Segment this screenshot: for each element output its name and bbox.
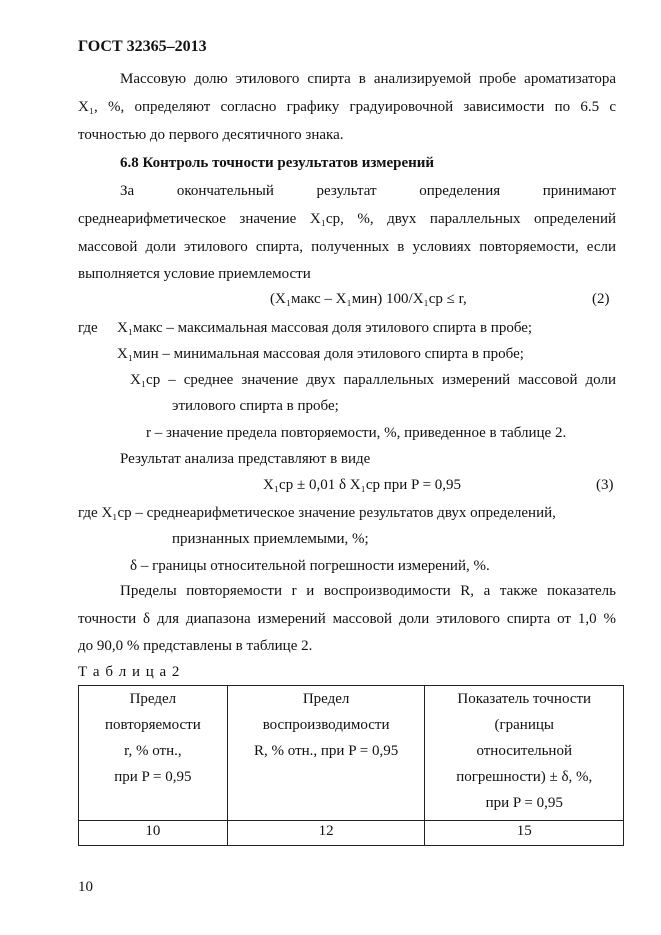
table-cell-accuracy: 15 <box>425 821 624 846</box>
document-header: ГОСТ 32365–2013 <box>78 38 207 55</box>
paragraph-2-line-2: среднеарифметическое значение X₁ср, %, двух параллельных определений <box>78 211 616 227</box>
paragraph-1-line-1: Массовую долю этилового спирта в анализируемой пробе ароматизатора <box>120 71 616 87</box>
table-header-repeatability <box>79 686 228 821</box>
result-intro: Результат анализа представляют в виде <box>120 451 371 467</box>
header-line: воспроизводимости <box>262 717 390 733</box>
paragraph-2-line-4: выполняется условие приемлемости <box>78 266 311 282</box>
header-line: при P = 0,95 <box>114 769 192 785</box>
header-line: r, % отн., <box>124 743 182 759</box>
table-cell-reproducibility: 12 <box>227 821 425 846</box>
header-line: повторяемости <box>105 717 201 733</box>
formula-2: (X₁макс – X₁мин) 100/X₁ср ≤ r, <box>270 291 467 307</box>
header-line: погрешности) ± δ, %, <box>456 769 593 785</box>
where-label: где <box>78 320 98 336</box>
formula-3-number: (3) <box>596 477 614 493</box>
header-line: Показатель точности <box>457 691 592 707</box>
page-number: 10 <box>78 879 93 895</box>
paragraph-1-line-3: точностью до первого десятичного знака. <box>78 127 344 143</box>
header-line: Предел <box>129 691 177 707</box>
formula-3: X₁ср ± 0,01 δ X₁ср при P = 0,95 <box>263 477 462 493</box>
paragraph-1-line-2: X₁, %, определяют согласно графику градуировочной зависимости по 6.5 с <box>78 99 616 115</box>
table-header-accuracy <box>425 686 624 821</box>
paragraph-3-line-3: до 90,0 % представлены в таблице 2. <box>78 638 313 654</box>
table-header-row <box>79 686 624 821</box>
header-line: при P = 0,95 <box>485 795 563 811</box>
table-row <box>79 821 624 846</box>
where-1-line-4: этилового спирта в пробе; <box>172 398 339 414</box>
header-line: относительной <box>476 743 572 759</box>
section-title: 6.8 Контроль точности результатов измерений <box>120 155 435 171</box>
paragraph-3-line-2: точности δ для диапазона измерений массовой доли этилового спирта от 1,0 % <box>78 611 616 627</box>
where-1-line-2: X₁мин – минимальная массовая доля этилового спирта в пробе; <box>117 346 524 362</box>
where-2-line-2: признанных приемлемыми, %; <box>172 531 369 547</box>
paragraph-3-line-1: Пределы повторяемости r и воспроизводимости R, а также показатель <box>120 583 616 599</box>
table-caption: Т а б л и ц а 2 <box>78 664 181 680</box>
where-1-line-3: X₁ср – среднее значение двух параллельных измерений массовой доли <box>130 372 616 388</box>
paragraph-2-line-3: массовой доли этилового спирта, полученных в условиях повторяемости, если <box>78 239 616 255</box>
where-2-line-1: где X₁ср – среднеарифметическое значение результатов двух определений, <box>78 505 556 521</box>
table-2 <box>78 685 624 846</box>
table-cell-repeatability: 10 <box>79 821 228 846</box>
where-1-line-5: r – значение предела повторяемости, %, приведенное в таблице 2. <box>146 425 567 441</box>
header-line: R, % отн., при P = 0,95 <box>254 743 399 759</box>
where-2-line-3: δ – границы относительной погрешности измерений, %. <box>130 558 490 574</box>
header-line: Предел <box>302 691 350 707</box>
table-header-reproducibility <box>227 686 425 821</box>
paragraph-2-line-1: За окончательный результат определения принимают <box>120 183 616 199</box>
where-1-line-1: X₁макс – максимальная массовая доля этилового спирта в пробе; <box>117 320 533 336</box>
header-line: (границы <box>494 717 554 733</box>
formula-2-number: (2) <box>592 291 610 307</box>
